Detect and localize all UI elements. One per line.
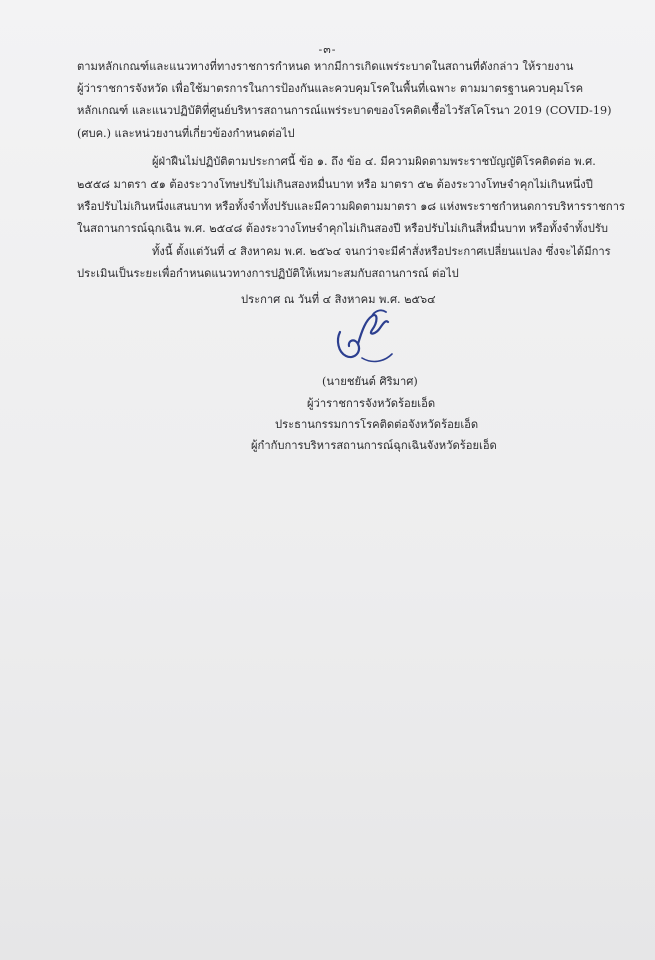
paragraph-line: ผู้ว่าราชการจังหวัด เพื่อใช้มาตรการในการป้องกันและควบคุมโรคในพื้นที่เฉพาะ ตามมาตรฐานควบคุมโรค [77,82,584,95]
signatory-title: ประธานกรรมการโรคติดต่อจังหวัดร้อยเอ็ด [275,418,479,431]
paragraph-line: ทั้งนี้ ตั้งแต่วันที่ ๔ สิงหาคม พ.ศ. ๒๕๖๔ จนกว่าจะมีคำสั่งหรือประกาศเปลี่ยนแปลง ซึ่งจะได้มีการ [152,245,611,258]
signatory-title: ผู้ว่าราชการจังหวัดร้อยเอ็ด [307,397,436,410]
paragraph-line: ตามหลักเกณฑ์และแนวทางที่ทางราชการกำหนด หากมีการเกิดแพร่ระบาดในสถานที่ดังกล่าว ให้รายงาน [77,60,574,73]
paragraph-line: ประเมินเป็นระยะเพื่อกำหนดแนวทางการปฏิบัติให้เหมาะสมกับสถานการณ์ ต่อไป [77,267,459,280]
paragraph-line: ๒๕๕๘ มาตรา ๕๑ ต้องระวางโทษปรับไม่เกินสองหมื่นบาท หรือ มาตรา ๕๒ ต้องระวางโทษจำคุกไม่เกินหนึ่งปี [77,178,593,191]
paragraph-line: หรือปรับไม่เกินหนึ่งแสนบาท หรือทั้งจำทั้งปรับและมีความผิดตามมาตรา ๑๘ แห่งพระราชกำหนดการบริหารราชการ [77,200,626,213]
paragraph-line: ในสถานการณ์ฉุกเฉิน พ.ศ. ๒๕๔๘ ต้องระวางโทษจำคุกไม่เกินสองปี หรือปรับไม่เกินสี่หมื่นบาท หรือทั้งจำทั้งปรับ [77,222,608,235]
paragraph-line: ผู้ฝ่าฝืนไม่ปฏิบัติตามประกาศนี้ ข้อ ๑. ถึง ข้อ ๔. มีความผิดตามพระราชบัญญัติโรคติดต่อ พ.ศ. [152,155,596,168]
signature-image [332,306,402,376]
page-number: -๓- [318,43,337,56]
paragraph-line: หลักเกณฑ์ และแนวปฏิบัติที่ศูนย์บริหารสถานการณ์แพร่ระบาดของโรคติดเชื้อไวรัสโคโรนา 2019 (COVID-19) [77,104,612,117]
signatory-title: ผู้กำกับการบริหารสถานการณ์ฉุกเฉินจังหวัดร้อยเอ็ด [251,439,497,452]
signatory-name: (นายชยันต์ ศิริมาศ) [322,375,418,388]
announcement-date: ประกาศ ณ วันที่ ๔ สิงหาคม พ.ศ. ๒๕๖๔ [241,293,436,306]
paragraph-line: (ศบค.) และหน่วยงานที่เกี่ยวข้องกำหนดต่อไป [77,127,295,140]
